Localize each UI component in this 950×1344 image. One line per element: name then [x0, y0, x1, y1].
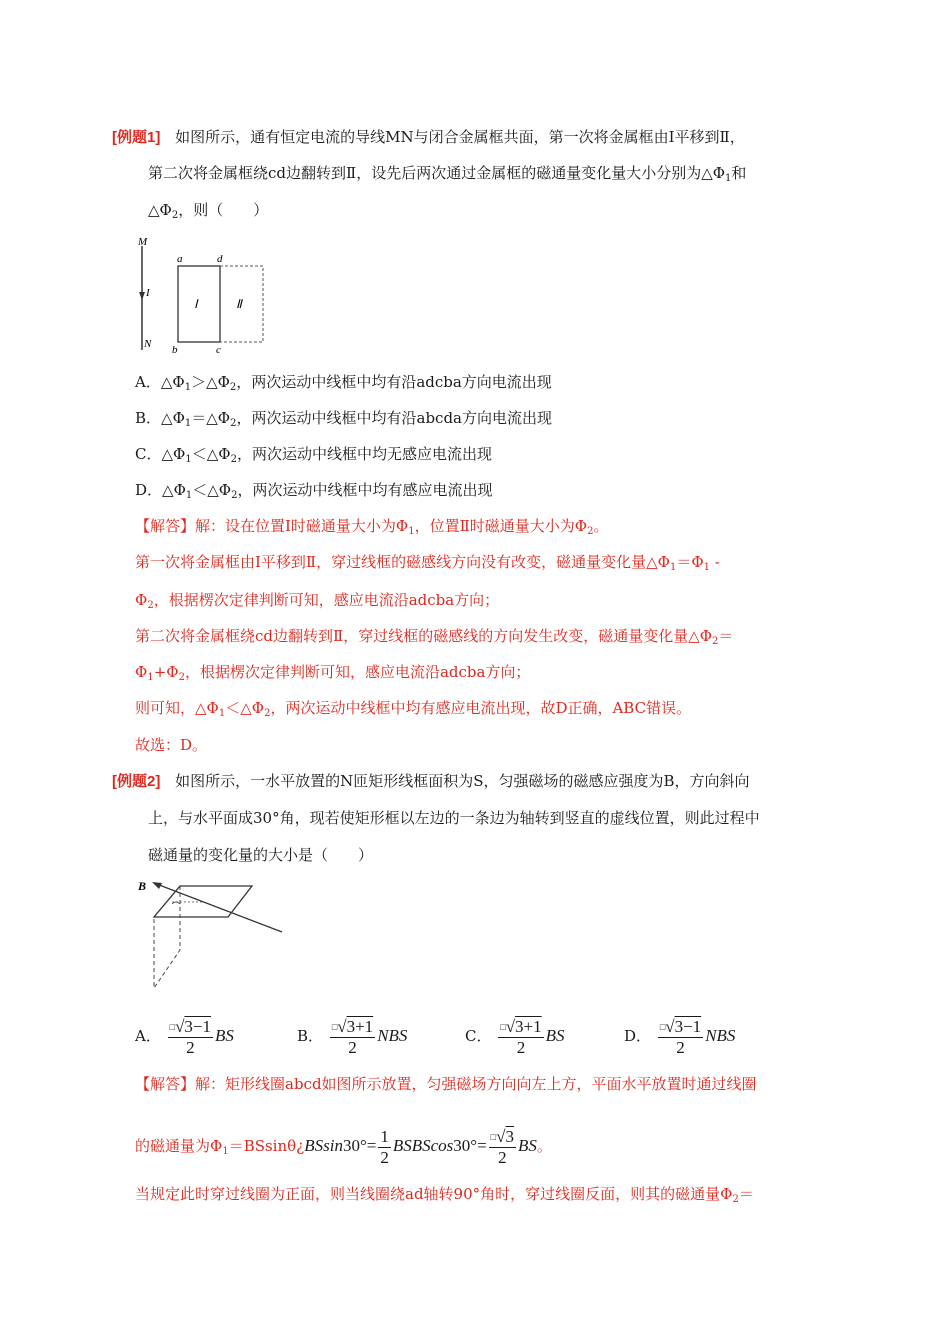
ex2-tag: [例题2]: [112, 773, 161, 790]
ex1-answer-l7: 故选：D。: [135, 736, 208, 754]
ex1-figure: [130, 232, 280, 357]
ex2-figure: [132, 874, 292, 999]
field-line: [154, 883, 282, 932]
ex1-answer-l4: 第二次将金属框绕cd边翻转到Ⅱ，穿过线框的磁感线的方向发生改变，磁通量变化量$\triangle\Phi_2=$: [135, 627, 734, 647]
ex1-tag: [例题1]: [112, 129, 161, 146]
ex1-q2-tail: 和: [731, 164, 747, 182]
ex1-q3-tail: ，则（ ）: [178, 201, 269, 219]
ex1-answer-l6: 则可知，$\triangle\Phi_1<\triangle\Phi_2$，两次运动中线框中均有感应电流出现，故D正确，ABC错误。: [135, 699, 692, 719]
region-2-label: Ⅱ: [236, 297, 242, 311]
ex1-answer-l5: $\Phi_1+\Phi_2$，根据楞次定律判断可知，感应电流沿adcba方向；: [135, 663, 531, 683]
ex2-answer-l1: 【解答】解：矩形线圈abcd如图所示放置，匀强磁场方向向左上方，平面水平放置时通过线圈: [135, 1075, 757, 1093]
ex1-answer-l2: 第一次将金属框由Ⅰ平移到Ⅱ，穿过线框的磁感线方向没有改变，磁通量变化量$\triangle\Phi_1=\Phi_1$ -: [135, 553, 720, 573]
corner-b: b: [172, 344, 178, 356]
ex2-option-d[interactable]: D． $\frac{^□√3-1}{2}$ NBS: [624, 1016, 736, 1057]
ex1-line1: [112, 127, 745, 148]
corner-d: d: [217, 253, 223, 265]
ex1-option-d[interactable]: D．$\triangle\Phi_1<\triangle\Phi_2$，两次运动中线框中均有感应电流出现: [135, 481, 493, 501]
ex1-option-b[interactable]: B．$\triangle\Phi_1=\triangle\Phi_2$，两次运动中线框中均有沿abcda方向电流出现: [135, 409, 552, 429]
ex1-option-a[interactable]: A．$\triangle\Phi_1>\triangle\Phi_2$，两次运动中线框中均有沿adcba方向电流出现: [135, 373, 552, 393]
ex1-answer-l3: $\Phi_2$，根据楞次定律判断可知，感应电流沿adcba方向；: [135, 591, 500, 611]
ex1-option-c[interactable]: C．$\triangle\Phi_1<\triangle\Phi_2$，两次运动中线框中均无感应电流出现: [135, 445, 492, 465]
ex1-line3: $\triangle\Phi_2$，则（ ）: [148, 201, 269, 221]
ex2-answer-l3: 当规定此时穿过线圈为正面，则当线圈绕ad轴转90°角时，穿过线圈反面，则其的磁通量$\Phi_2=$: [135, 1185, 754, 1205]
wire-label-n: N: [144, 338, 152, 350]
ex2-answer-l2: 的磁通量为$\Phi_1=BSsin\theta¿BSsin30^\circ=$ $\frac{1}{2}$ BSBScos30°= $\frac{^□√3}{2}$ BS。: [135, 1126, 552, 1167]
wire-label-m: M: [138, 236, 148, 248]
ex2-option-a[interactable]: A． $\frac{^□√3-1}{2}$ BS: [135, 1016, 234, 1057]
corner-c: c: [216, 344, 221, 356]
field-label-b: B: [138, 879, 147, 893]
frame-position-1: [178, 266, 220, 342]
ex2-option-c[interactable]: C． $\frac{^□√3+1}{2}$ BS: [465, 1016, 565, 1057]
corner-a: a: [177, 253, 183, 265]
current-label-i: I: [146, 287, 150, 299]
ex2-option-b[interactable]: B． $\frac{^□√3+1}{2}$ NBS: [297, 1016, 408, 1057]
ex1-answer-l1: 【解答】解：设在位置Ⅰ时磁通量大小为$\Phi_1$，位置Ⅱ时磁通量大小为$\Phi_2$。: [135, 517, 609, 537]
ex1-q2: 第二次将金属框绕cd边翻转到Ⅱ，设先后两次通过金属框的磁通量变化量大小分别为△Φ: [148, 164, 726, 182]
ex2-line3: 磁通量的变化量的大小是（ ）: [148, 846, 374, 864]
ex2-line2: 上，与水平面成30°角，现若使矩形框以左边的一条边为轴转到竖直的虚线位置，则此过程中: [148, 809, 760, 827]
ex2-line1: [112, 771, 750, 792]
region-1-label: Ⅰ: [194, 297, 198, 311]
ex1-q1: 如图所示，通有恒定电流的导线MN与闭合金属框共面，第一次将金属框由Ⅰ平移到Ⅱ，: [175, 128, 745, 146]
ex2-q1: 如图所示，一水平放置的N匝矩形线框面积为S，匀强磁场的磁感应强度为B，方向斜向: [175, 772, 750, 790]
ex1-line2: 第二次将金属框绕cd边翻转到Ⅱ，设先后两次通过金属框的磁通量变化量大小分别为$\triangle\Phi_1$和: [148, 164, 747, 184]
